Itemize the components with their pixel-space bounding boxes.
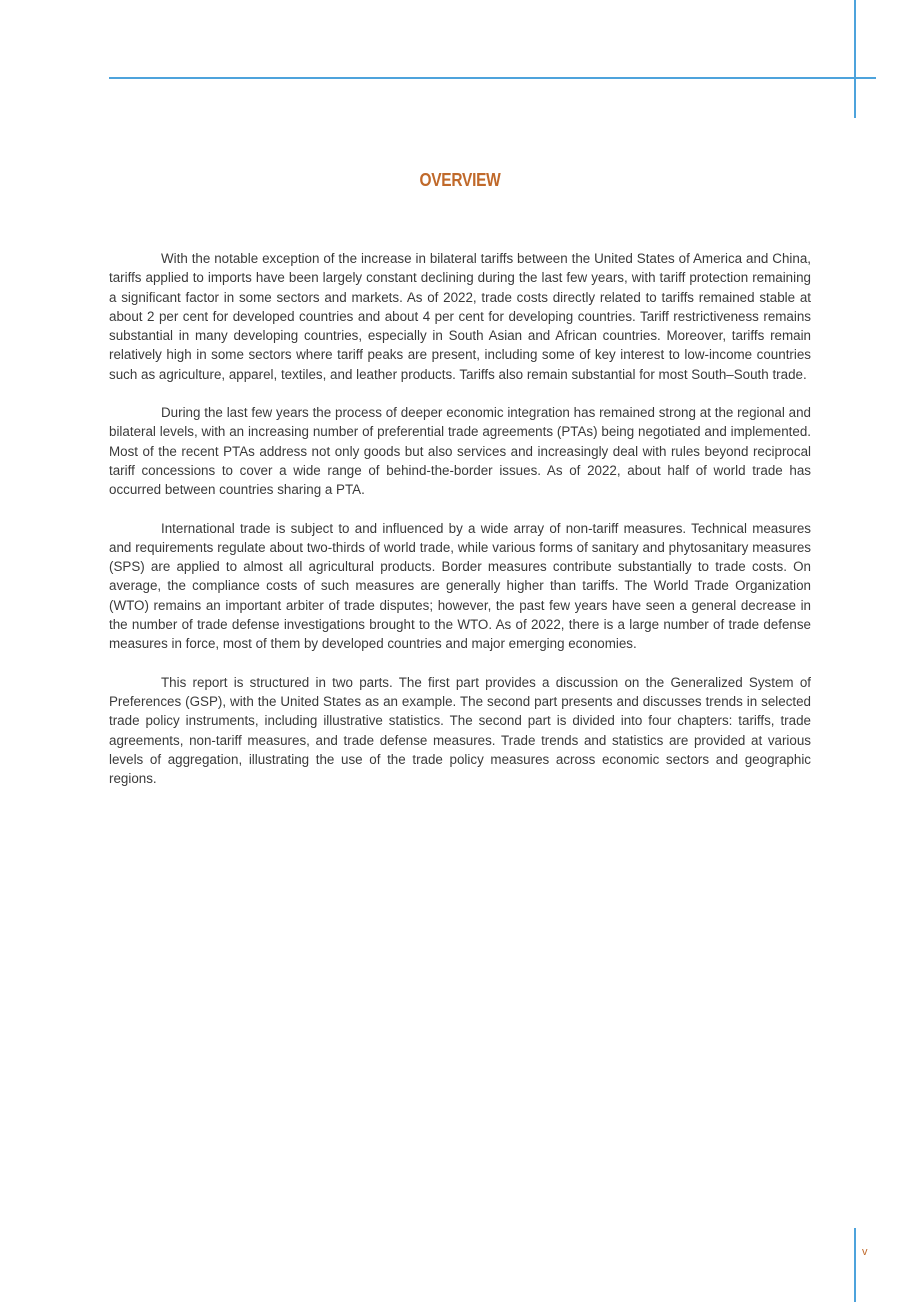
paragraph-1: With the notable exception of the increase in bilateral tariffs between the United States of America and China, tariffs applied to imports have been largely constant declining during the last few years, with tariff protection remaining a significant factor in some sectors and markets. As of 2022, trade costs directly related to tariffs remained stable at about 2 per cent for developed countries and about 4 per cent for developing countries. Tariff restrictiveness remains substantial in many developing countries, especially in South Asian and African countries. Moreover, tariffs remain relatively high in some sectors where tariff peaks are present, including some of key interest to low-income countries such as agriculture, apparel, textiles, and leather products. Tariffs also remain substantial for most South–South trade. bbox=[109, 251, 811, 382]
paragraph-3: International trade is subject to and influenced by a wide array of non-tariff measures. Technical measures and requirements regulate about two-thirds of world trade, while various forms of sanitary and phytosanitary measures (SPS) are applied to almost all agricultural products. Border measures contribute substantially to trade costs. On average, the compliance costs of such measures are generally higher than tariffs. The World Trade Organization (WTO) remains an important arbiter of trade disputes; however, the past few years have seen a general decrease in the number of trade defense investigations brought to the WTO. As of 2022, there is a large number of trade defense measures in force, most of them by developed countries and major emerging economies. bbox=[109, 520, 811, 652]
paragraph-4: This report is structured in two parts. The first part provides a discussion on the Generalized System of Preferences (GSP), with the United States as an example. The second part presents and discusses trends in selected trade policy instruments, including illustrative statistics. The second part is divided into four chapters: tariffs, trade agreements, non-tariff measures, and trade defense measures. Trade trends and statistics are provided at various levels of aggregation, illustrating the use of the trade policy measures across economic sectors and geographic regions. bbox=[109, 674, 811, 787]
body-text bbox=[109, 249, 811, 807]
page-title: OVERVIEW bbox=[419, 170, 501, 190]
footer-vertical-rule bbox=[854, 1228, 856, 1302]
header-vertical-rule bbox=[854, 0, 856, 118]
paragraph-2: During the last few years the process of deeper economic integration has remained strong at the regional and bilateral levels, with an increasing number of preferential trade agreements (PTAs) being negotiated and implemented. Most of the recent PTAs address not only goods but also services and increasingly deal with rules beyond reciprocal tariff concessions to cover a wide range of behind-the-border issues. As of 2022, about half of world trade has occurred between countries sharing a PTA. bbox=[109, 405, 811, 498]
page-number: v bbox=[862, 1246, 868, 1258]
header-rule bbox=[109, 77, 876, 79]
